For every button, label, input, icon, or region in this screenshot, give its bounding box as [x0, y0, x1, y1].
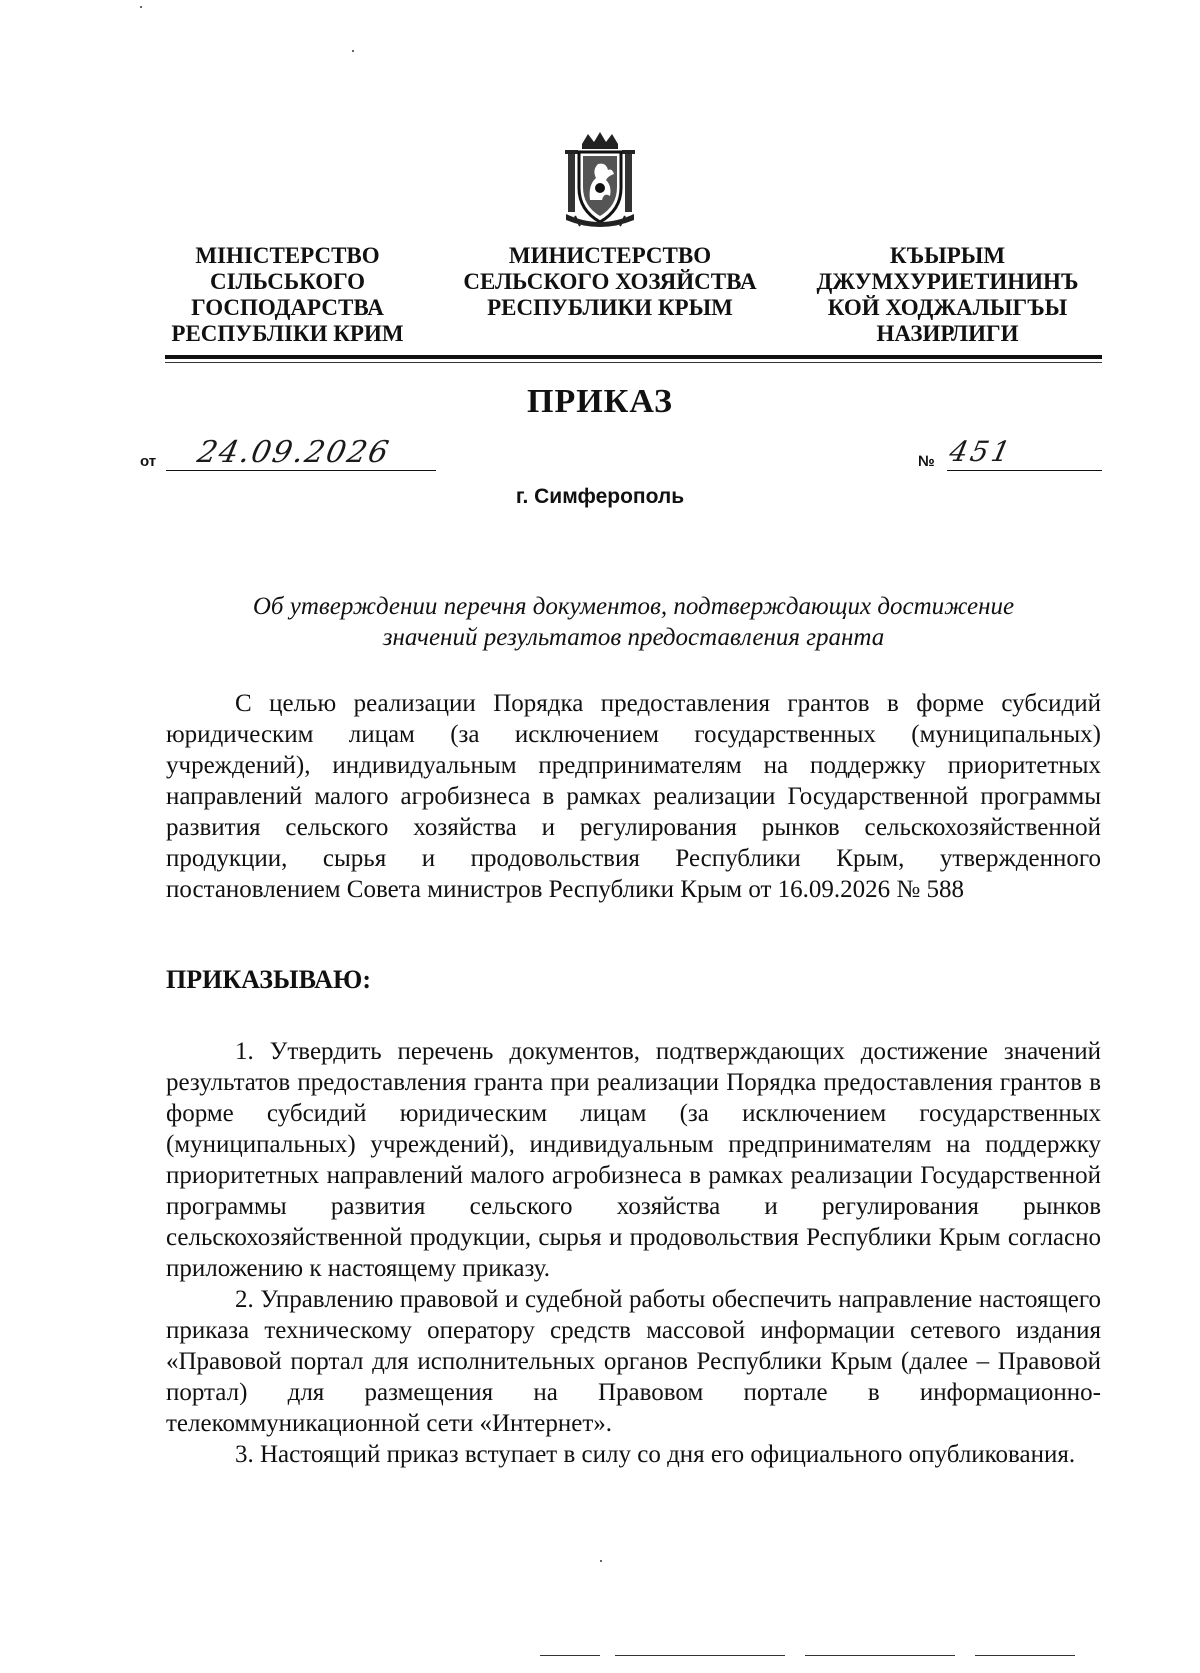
- order-heading: ПРИКАЗЫВАЮ:: [166, 965, 371, 994]
- ministry-line: ДЖУМХУРИЕТИНИНЪ: [816, 269, 1079, 294]
- city: г. Симферополь: [515, 485, 685, 508]
- ministry-line: КОЙ ХОДЖАЛЫГЪЫ: [827, 295, 1068, 320]
- number-prefix: №: [918, 453, 935, 470]
- scan-artifact-line: [975, 1655, 1075, 1656]
- order-item: 3. Настоящий приказ вступает в силу со дня его официального опубликования.: [235, 1441, 1076, 1468]
- scan-speck: [600, 1560, 602, 1562]
- header-divider-thin: [165, 362, 1102, 363]
- number-underline: [947, 470, 1102, 471]
- ministry-line: ГОСПОДАРСТВА: [191, 295, 384, 320]
- crimea-coat-of-arms-icon: [560, 130, 640, 230]
- scan-speck: [140, 6, 142, 8]
- document-title: ПРИКАЗ: [527, 383, 673, 420]
- preamble-paragraph: С целью реализации Порядка предоставления грантов в форме субсидий юридическим лицам (за исключением государственных (муниципальных) учреждений), индивидуальным предпринимателям на поддержку приоритетных направлений малого агробизнеса в рамках реализации Государственной программы развития сельского хозяйства и регулирования рынков сельскохозяйственной продукции, сырья и продовольствия Республики Крым, утвержденного постановлением Совета министров Республики Крым от 16.09.2026 № 588: [166, 690, 1101, 903]
- preamble: [166, 688, 1101, 905]
- subject-line: значений результатов предоставления гранта: [382, 624, 885, 651]
- date-handwritten: 24.09.2026: [194, 435, 394, 470]
- scan-artifact-line: [540, 1655, 600, 1656]
- ministry-line: МИНИСТЕРСТВО: [508, 243, 712, 268]
- ministry-name-ukrainian: [165, 243, 410, 347]
- ministry-line: РЕСПУБЛІКИ КРИМ: [171, 321, 404, 346]
- ministry-line: НАЗИРЛИГИ: [876, 321, 1019, 346]
- order-items: [166, 1036, 1101, 1470]
- number-handwritten: 451: [946, 435, 1016, 468]
- order-item: 2. Управлению правовой и судебной работы обеспечить направление настоящего приказа техническому оператору средств массовой информации сетевого издания «Правовой портал для исполнительных органов Республики Крым (далее – Правовой портал) для размещения на Правовом портале в информационно-телекоммуникационной сети «Интернет».: [166, 1286, 1101, 1437]
- ministry-line: СЕЛЬСКОГО ХОЗЯЙСТВА: [463, 269, 757, 294]
- document-subject: [165, 591, 1102, 653]
- scan-speck: [352, 50, 354, 52]
- ministry-line: КЪЫРЫМ: [889, 243, 1006, 268]
- date-underline: [166, 470, 436, 471]
- date-prefix: от: [140, 453, 157, 470]
- scan-artifact-line: [805, 1655, 955, 1656]
- ministry-line: РЕСПУБЛИКИ КРЫМ: [487, 295, 733, 320]
- ministry-line: МІНІСТЕРСТВО: [195, 243, 380, 268]
- scan-artifact-line: [615, 1655, 785, 1656]
- subject-line: Об утверждении перечня документов, подтверждающих достижение: [252, 593, 1015, 620]
- ministry-name-russian: [455, 243, 765, 321]
- ministry-line: СІЛЬСЬКОГО: [209, 269, 366, 294]
- ministry-name-crimean-tatar: [795, 243, 1100, 347]
- order-item: 1. Утвердить перечень документов, подтверждающих достижение значений результатов предоставления гранта при реализации Порядка предоставления грантов в форме субсидий юридическим лицам (за исключением государственных (муниципальных) учреждений), индивидуальным предпринимателям на поддержку приоритетных направлений малого агробизнеса в рамках реализации Государственной программы развития сельского хозяйства и регулирования рынков сельскохозяйственной продукции, сырья и продовольствия Республики Крым согласно приложению к настоящему приказу.: [166, 1038, 1101, 1282]
- header-divider-thick: [165, 355, 1102, 359]
